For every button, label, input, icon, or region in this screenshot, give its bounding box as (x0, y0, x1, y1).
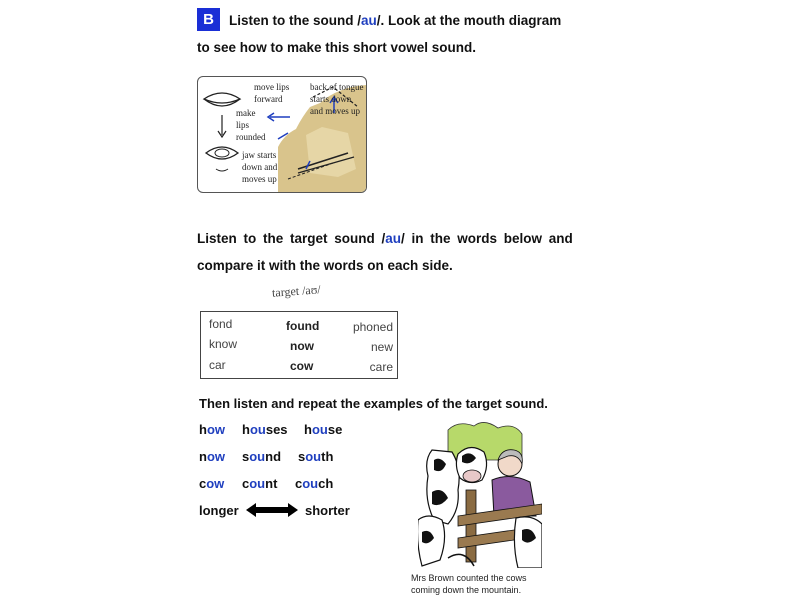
label-lips: lips (236, 120, 250, 130)
compare-right-word: phoned (352, 320, 393, 334)
label-make: make (236, 108, 256, 118)
caption-line: Mrs Brown counted the cows (411, 573, 527, 583)
label-moves-up: moves up (242, 174, 277, 184)
comparison-table (200, 311, 398, 379)
compare-right-word: new (370, 340, 393, 354)
instruction-text: Listen to the target sound / (197, 231, 386, 246)
example-word: count (242, 476, 278, 491)
label-jaw-starts: jaw starts (242, 150, 277, 160)
illustration-caption (411, 572, 527, 596)
compare-right-word: care (369, 360, 393, 374)
mouth-diagram (197, 76, 367, 193)
label-back-of-tongue: back of tongue (310, 82, 364, 92)
example-word: cow (199, 476, 225, 491)
example-word: houses (242, 422, 288, 437)
target-sound: au (385, 231, 402, 246)
label-and-moves-up: and moves up (310, 106, 360, 116)
longer-label: longer (199, 503, 239, 518)
label-move-lips: move lips (254, 82, 290, 92)
target-sound: au (361, 13, 377, 28)
label-rounded: rounded (236, 132, 266, 142)
compare-target-word: now (290, 339, 314, 353)
label-starts-down: starts down (310, 94, 352, 104)
target-caption: target /aʊ/ (271, 282, 322, 300)
caption-line: coming down the mountain. (411, 585, 522, 595)
instruction-2-line-2: compare it with the words on each side. (197, 258, 453, 273)
compare-target-word: found (286, 319, 320, 333)
shorter-label: shorter (305, 503, 350, 518)
instruction-line-1 (229, 13, 561, 28)
instruction-3: Then listen and repeat the examples of the target sound. (199, 396, 548, 411)
instruction-text: /. Look at the mouth diagram (376, 13, 562, 28)
section-badge: B (197, 8, 220, 31)
instruction-line-2: to see how to make this short vowel sound. (197, 40, 477, 55)
example-word: south (298, 449, 334, 464)
example-word: how (199, 422, 226, 437)
example-word: sound (242, 449, 282, 464)
compare-target-word: cow (290, 359, 314, 373)
compare-left-word: know (209, 337, 238, 351)
label-forward: forward (254, 94, 283, 104)
instruction-2-line-1 (197, 231, 573, 246)
cows-illustration (418, 420, 542, 568)
compare-left-word: fond (209, 317, 233, 331)
instruction-text: / in the words below and (401, 231, 573, 246)
double-arrow-icon (246, 502, 298, 518)
label-down-and: down and (242, 162, 278, 172)
example-word: now (199, 449, 226, 464)
compare-left-word: car (209, 358, 226, 372)
example-word: house (304, 422, 343, 437)
example-word: couch (295, 476, 334, 491)
instruction-text: Listen to the sound / (229, 13, 361, 28)
